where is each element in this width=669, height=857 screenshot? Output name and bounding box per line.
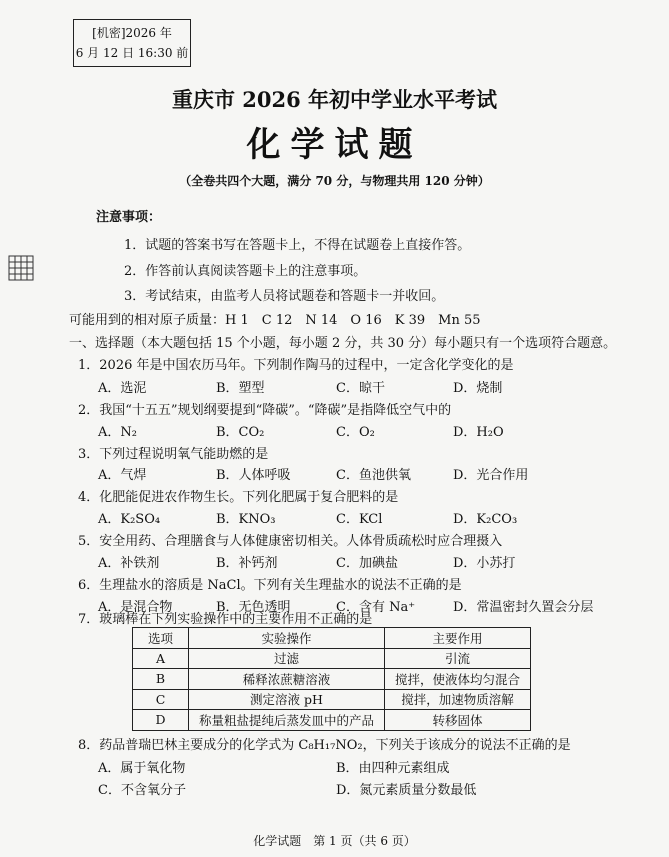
q5-option-d: D．小苏打 xyxy=(453,556,516,571)
table-cell: 搅拌，加速物质溶解 xyxy=(385,689,531,710)
q1-option-b: B．塑型 xyxy=(216,381,265,396)
table-cell: 搅拌，使液体均匀混合 xyxy=(385,669,531,690)
table-cell: 稀释浓蔗糖溶液 xyxy=(189,669,385,690)
table-row xyxy=(133,648,531,669)
table-cell: 称量粗盐提纯后蒸发皿中的产品 xyxy=(189,710,385,731)
table-cell: D xyxy=(133,710,189,731)
q8-option-c: C．不含氧分子 xyxy=(98,783,186,798)
atomic-masses: 可能用到的相对原子质量：H 1 C 12 N 14 O 16 K 39 Mn 55 xyxy=(69,313,481,328)
q3-option-a: A．气焊 xyxy=(98,468,147,483)
exam-info: （全卷共四个大题，满分 70 分，与物理共用 120 分钟） xyxy=(179,174,490,188)
table-cell: 过滤 xyxy=(189,648,385,669)
table-header: 主要作用 xyxy=(385,628,531,649)
q6-option-d: D．常温密封久置会分层 xyxy=(453,600,594,615)
table-cell: 测定溶液 pH xyxy=(189,689,385,710)
question-3-stem: 3．下列过程说明氧气能助燃的是 xyxy=(78,447,269,462)
question-8-stem: 8．药品普瑞巴林主要成分的化学式为 C₈H₁₇NO₂，下列关于该成分的说法不正确的是 xyxy=(78,738,571,753)
table-header: 选项 xyxy=(133,628,189,649)
q1-option-d: D．烧制 xyxy=(453,381,503,396)
exam-title: 重庆市 2026 年初中学业水平考试 xyxy=(171,87,498,112)
question-7-stem: 7．玻璃棒在下列实验操作中的主要作用不正确的是 xyxy=(78,612,373,627)
notice-heading: 注意事项： xyxy=(96,210,162,225)
q2-option-a: A．N₂ xyxy=(98,425,137,440)
table-row xyxy=(133,669,531,690)
q6-option-c: C．含有 Na⁺ xyxy=(336,600,416,615)
q6-option-b: B．无色透明 xyxy=(216,600,291,615)
q6-option-a: A．是混合物 xyxy=(98,600,173,615)
q2-option-b: B．CO₂ xyxy=(216,425,265,440)
notice-item-3: 3．考试结束，由监考人员将试题卷和答题卡一并收回。 xyxy=(124,289,445,304)
q1-option-c: C．晾干 xyxy=(336,381,385,396)
q3-option-c: C．鱼池供氧 xyxy=(336,468,411,483)
table-cell: C xyxy=(133,689,189,710)
table-header: 实验操作 xyxy=(189,628,385,649)
q5-option-c: C．加碘盐 xyxy=(336,556,398,571)
table-cell: A xyxy=(133,648,189,669)
q3-option-d: D．光合作用 xyxy=(453,468,529,483)
table-cell: B xyxy=(133,669,189,690)
q4-option-c: C．KCl xyxy=(336,512,383,527)
table-row xyxy=(133,689,531,710)
confidential-line-2: 6 月 12 日 16:30 前 xyxy=(75,46,189,60)
page-footer: 化学试题 第 1 页（共 6 页） xyxy=(253,834,416,848)
confidential-box xyxy=(73,19,191,67)
question-2-stem: 2．我国“十五五”规划纲要提到“降碳”。“降碳”是指降低空气中的 xyxy=(78,403,452,418)
operations-table xyxy=(132,627,531,731)
q4-option-a: A．K₂SO₄ xyxy=(98,512,161,527)
question-5-stem: 5．安全用药、合理膳食与人体健康密切相关。人体骨质疏松时应合理摄入 xyxy=(78,534,503,549)
section-heading: 一、选择题（本大题包括 15 个小题，每小题 2 分，共 30 分）每小题只有一个选项符合题意。 xyxy=(69,336,617,351)
q3-option-b: B．人体呼吸 xyxy=(216,468,291,483)
notice-item-2: 2．作答前认真阅读答题卡上的注意事项。 xyxy=(124,264,367,279)
q2-option-d: D．H₂O xyxy=(453,425,504,440)
subject-title: 化学试题 xyxy=(246,125,423,165)
table-cell: 转移固体 xyxy=(385,710,531,731)
q8-option-b: B．由四种元素组成 xyxy=(336,761,450,776)
confidential-line-1: [机密]2026 年 xyxy=(92,26,172,40)
q1-option-a: A．选泥 xyxy=(98,381,147,396)
notice-item-1: 1．试题的答案书写在答题卡上，不得在试题卷上直接作答。 xyxy=(124,238,471,253)
table-cell: 引流 xyxy=(385,648,531,669)
q4-option-d: D．K₂CO₃ xyxy=(453,512,518,527)
q2-option-c: C．O₂ xyxy=(336,425,375,440)
q8-option-a: A．属于氧化物 xyxy=(98,761,186,776)
question-6-stem: 6．生理盐水的溶质是 NaCl。下列有关生理盐水的说法不正确的是 xyxy=(78,578,462,593)
grid-icon xyxy=(8,255,34,281)
question-4-stem: 4．化肥能促进农作物生长。下列化肥属于复合肥料的是 xyxy=(78,490,399,505)
q5-option-a: A．补铁剂 xyxy=(98,556,160,571)
q5-option-b: B．补钙剂 xyxy=(216,556,278,571)
q4-option-b: B．KNO₃ xyxy=(216,512,276,527)
table-row xyxy=(133,710,531,731)
table-header-row xyxy=(133,628,531,649)
question-1-stem: 1．2026 年是中国农历马年。下列制作陶马的过程中，一定含化学变化的是 xyxy=(78,358,514,373)
q8-option-d: D．氮元素质量分数最低 xyxy=(336,783,477,798)
